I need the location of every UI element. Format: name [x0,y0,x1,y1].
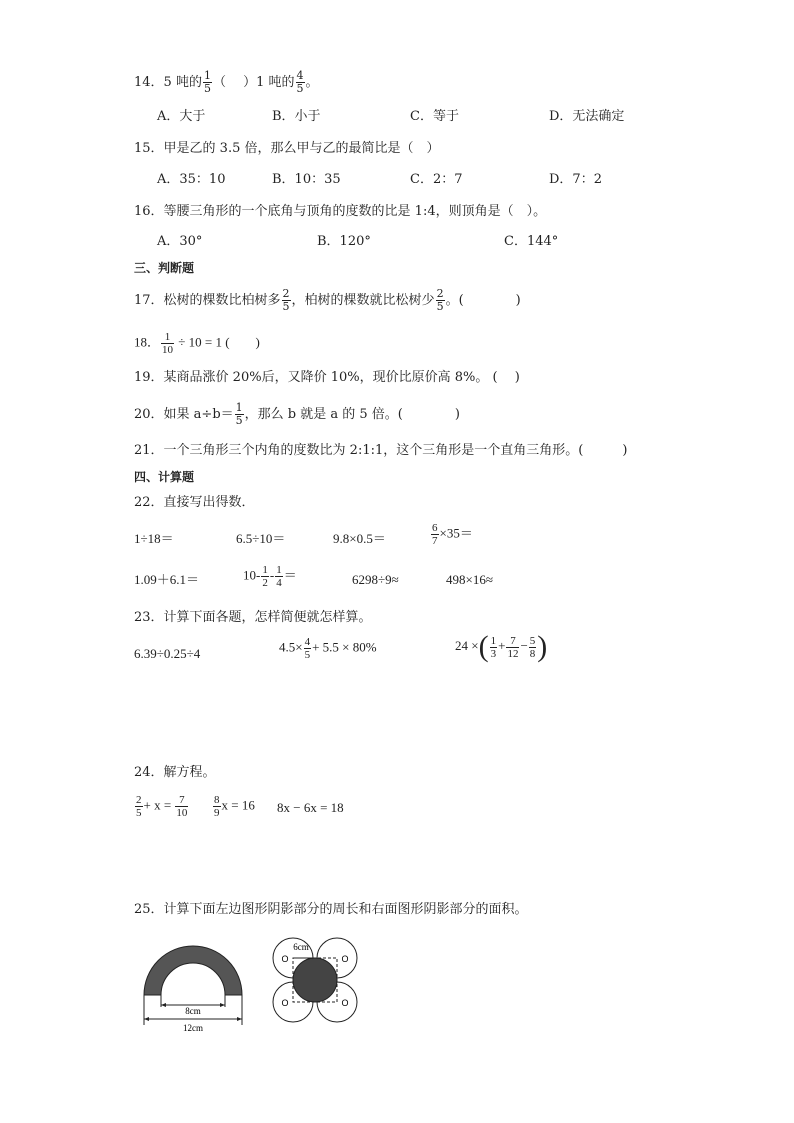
q14-fraction-2: $\frac{4}{5}$ [296,69,304,95]
question-20: 20．如果 a÷b＝ $\frac{1}{5}$ ，那么 b 就是 a 的 5 倍。( ) [134,401,460,427]
q15-option-b: B．10：35 [272,172,341,187]
q15-option-d: D．7：2 [549,172,602,187]
center-label-3: O [281,998,289,1008]
radius-label: 6cm [293,942,309,952]
q23-expression-2: 4.5× $\frac{4}{5}$ + 5.5 × 80% [279,636,377,661]
question-14: 14．5 吨的 $\frac{1}{5}$ （ ）1 吨的 $\frac{4}{5}$ 。 [134,69,319,95]
center-label-2: O [341,954,349,964]
q17-fraction-2: $\frac{2}{5}$ [436,287,444,313]
q22-item-8: 498×16≈ [446,572,493,587]
q14-fraction-1: $\frac{1}{5}$ [203,69,211,95]
question-16: 16．等腰三角形的一个底角与顶角的度数的比是 1:4，则顶角是（ ）。 [134,204,547,219]
q20-fraction: $\frac{1}{5}$ [235,401,243,427]
q14-text-b: （ ）1 吨的 [212,75,295,90]
q22-item-6: 10- $\frac{1}{2}$ - $\frac{1}{4}$ ＝ [243,564,297,589]
outer-diameter-label: 12cm [183,1023,203,1033]
q14-text-a: 5 吨的 [163,75,202,90]
question-22-title: 22．直接写出得数． [134,495,255,510]
section-heading-calculation: 四、计算题 [134,470,195,484]
q22-item-5: 1.09＋6.1＝ [134,572,200,587]
q14-option-c: C．等于 [410,109,459,124]
q22-item-1: 1÷18＝ [134,531,174,546]
q14-option-a: A．大于 [157,109,206,124]
q23-expression-3: 24 ×( $\frac{1}{3}$ + $\frac{7}{12}$ − $\frac{5}{8}$ ) [455,630,548,663]
section-heading-judgement: 三、判断题 [134,261,195,275]
inner-diameter-label: 8cm [185,1006,201,1016]
q18-fraction: $\frac{1}{10}$ [162,331,174,356]
q22-item-7: 6298÷9≈ [352,572,399,587]
question-24-title: 24．解方程。 [134,765,216,780]
q16-option-a: A．30° [157,234,203,249]
q14-number: 14． [134,75,164,90]
q23-expression-1: 6.39÷0.25÷4 [134,646,201,661]
question-21: 21．一个三角形三个内角的度数比为 2:1:1，这个三角形是一个直角三角形。( ) [134,443,628,458]
q16-option-b: B．120° [317,234,371,249]
center-label-1: O [281,954,289,964]
q15-option-a: A．35：10 [157,172,226,187]
center-label-4: O [341,998,349,1008]
q17-fraction-1: $\frac{2}{5}$ [282,287,290,313]
question-23-title: 23．计算下面各题，怎样简便就怎样算。 [134,610,372,625]
q14-option-d: D．无法确定 [549,109,625,124]
q16-option-c: C．144° [504,234,559,249]
q15-option-c: C．2：7 [410,172,463,187]
q22-item-3: 9.8×0.5＝ [333,531,386,546]
q22-item-4: $\frac{6}{7}$ ×35＝ [432,522,473,547]
question-15: 15．甲是乙的 3.5 倍，那么甲与乙的最简比是（ ） [134,141,440,156]
q24-equation-3: 8x − 6x = 18 [277,800,344,815]
question-19: 19．某商品涨价 20%后，又降价 10%，现价比原价高 8%。 ( ) [134,370,520,385]
q24-equation-2: $\frac{8}{9}$ x = 16 [214,794,255,819]
q14-option-b: B．小于 [272,109,321,124]
question-17: 17．松树的棵数比柏树多 $\frac{2}{5}$ ，柏树的棵数就比松树少 $\frac{2}{5}$ 。( ) [134,287,521,313]
q22-item-2: 6.5÷10＝ [236,531,286,546]
four-circles-figure [270,933,365,1033]
q24-equation-1: $\frac{2}{5}$ + x = $\frac{7}{10}$ [136,794,188,819]
question-18: 18． $\frac{1}{10}$ ÷ 10 = 1 ( ) [134,331,260,356]
semicircle-ring-figure [138,935,248,1035]
question-25-title: 25．计算下面左边图形阴影部分的周长和右面图形阴影部分的面积。 [134,902,528,917]
